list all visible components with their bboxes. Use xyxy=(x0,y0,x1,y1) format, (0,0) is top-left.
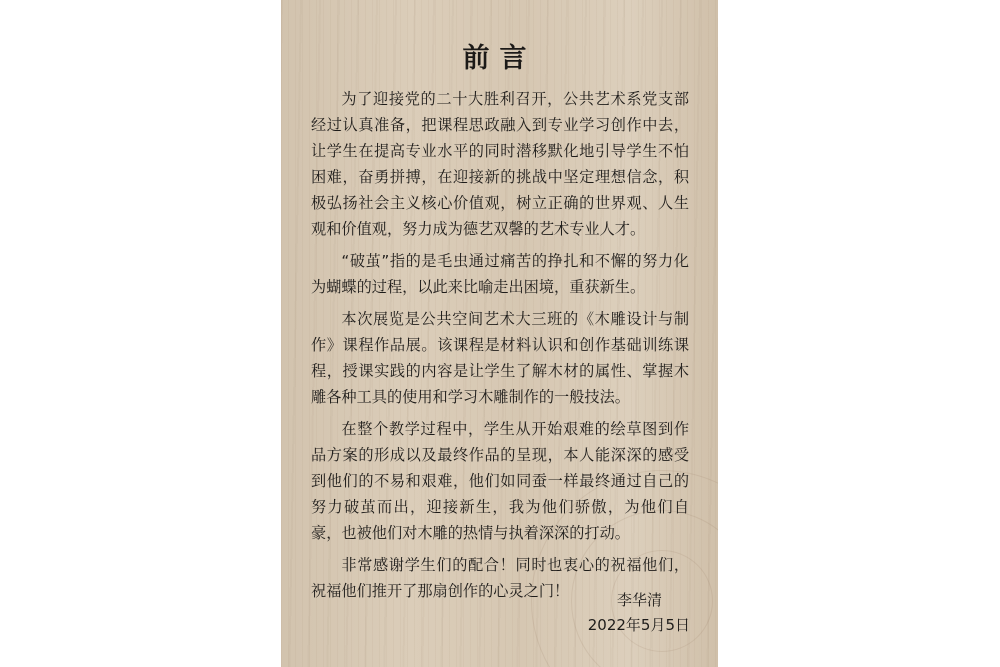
author-signature: 李华清 xyxy=(616,591,662,609)
document-title: 前言 xyxy=(462,43,537,74)
paragraph: 本次展览是公共空间艺术大三班的《木雕设计与制作》课程作品展。该课程是材料认识和创作基础训练课程，授课实践的内容是让学生了解木材的属性、掌握木雕各种工具的使用和学习木雕制作的一般技法。 xyxy=(311,310,689,406)
paragraph: “破茧”指的是毛虫通过痛苦的挣扎和不懈的努力化为蝴蝶的过程，以此来比喻走出困境，重获新生。 xyxy=(311,252,689,296)
paragraph: 在整个教学过程中，学生从开始艰难的绘草图到作品方案的形成以及最终作品的呈现，本人能深深的感受到他们的不易和艰难，他们如同蚕一样最终通过自己的努力破茧而出，迎接新生，我为他们骄傲，为他们自豪，也被他们对木雕的热情与执着深深的打动。 xyxy=(311,420,689,542)
wood-panel xyxy=(281,0,718,667)
document-body xyxy=(311,86,689,610)
signature-date: 2022年5月5日 xyxy=(587,616,690,634)
paragraph: 为了迎接党的二十大胜利召开，公共艺术系党支部经过认真准备，把课程思政融入到专业学习创作中去，让学生在提高专业水平的同时潜移默化地引导学生不怕困难，奋勇拼搏，在迎接新的挑战中坚定理想信念，积极弘扬社会主义核心价值观，树立正确的世界观、人生观和价值观，努力成为德艺双馨的艺术专业人才。 xyxy=(311,90,689,238)
paragraph: 非常感谢学生们的配合！同时也衷心的祝福他们，祝福他们推开了那扇创作的心灵之门！ xyxy=(311,556,689,600)
